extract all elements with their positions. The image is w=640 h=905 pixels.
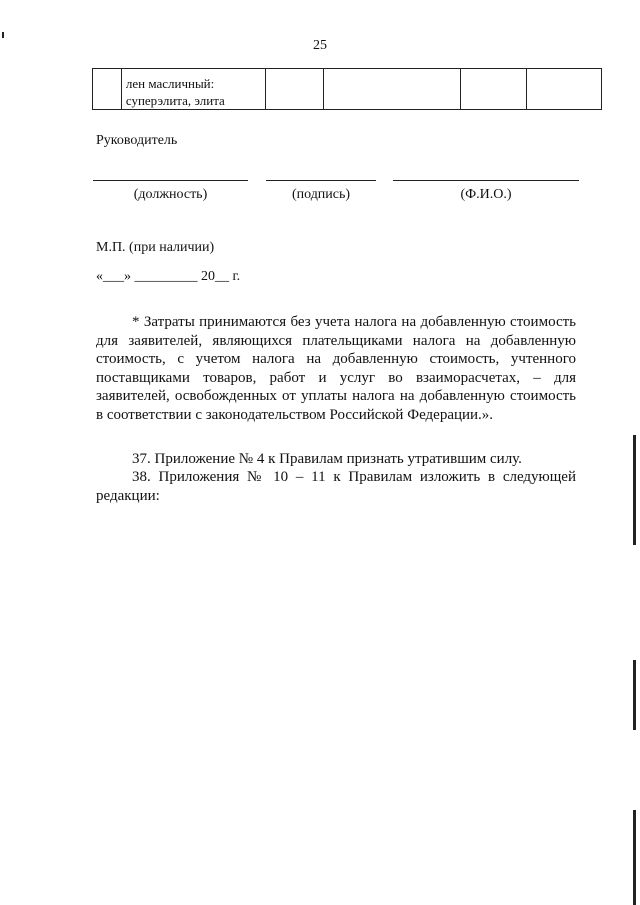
- date-line: «___» _________ 20__ г.: [96, 269, 241, 284]
- footnote-paragraph: * Затраты принимаются без учета налога на добавленную стоимость для заявителей, являющихся плательщиками налога на добавленную стоимость, с учетом налога на добавленную стоимость, учтенного поставщиками товаров, работ и услуг во взаиморасчетах, – для заявителей, освобожденных от уплаты налога на добавленную стоимость в соответствии с законодательством Российской Федерации.».: [96, 314, 576, 423]
- scan-edge-mark: [633, 435, 636, 545]
- scan-edge-mark: [633, 810, 636, 905]
- table-cell-empty: [527, 69, 602, 110]
- signature-line: [266, 180, 376, 181]
- position-caption: (должность): [133, 187, 208, 202]
- table-fragment: [92, 68, 602, 110]
- table-cell-empty: [265, 69, 324, 110]
- name-line: [393, 180, 579, 181]
- scan-edge-mark: [633, 660, 636, 730]
- page-number: 25: [313, 38, 327, 53]
- signer-title: Руководитель: [96, 133, 178, 148]
- table-cell-empty: [460, 69, 527, 110]
- name-caption: (Ф.И.О.): [460, 187, 512, 202]
- paragraph-item-38: 38. Приложения № 10 – 11 к Правилам изложить в следующей редакции:: [96, 469, 576, 504]
- table-row: [93, 69, 602, 110]
- table-cell-number: [93, 69, 122, 110]
- paragraph-item-37: 37. Приложение № 4 к Правилам признать утратившим силу.: [132, 451, 522, 467]
- stamp-placeholder: М.П. (при наличии): [96, 240, 215, 255]
- signature-caption: (подпись): [291, 187, 351, 202]
- table-cell-empty: [324, 69, 460, 110]
- table-cell-crop: лен масличный: суперэлита, элита: [121, 69, 265, 110]
- position-line: [93, 180, 248, 181]
